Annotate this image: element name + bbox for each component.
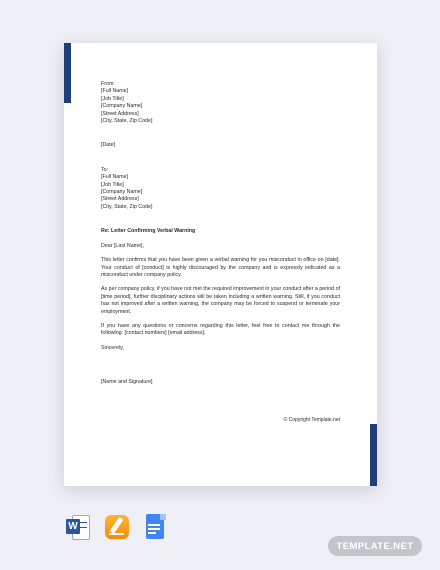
body-paragraph-2: As per company policy, if you have not met the required improvement in your conduct after a period of [time period], further disciplinary actions will be taken including a written warning. Still, if you conduct has not improved after a written warning, the company may be forced to suspend or terminate your employment. (101, 286, 340, 315)
accent-bar-top (64, 43, 71, 103)
body-paragraph-3: If you have any questions or concerns regarding this letter, feel free to contact me through the following: [contact numbers] [email address]. (101, 322, 340, 337)
letter-content (101, 81, 340, 424)
letter-page (64, 43, 377, 486)
sender-company: [Company Name] (101, 103, 143, 110)
recipient-street: [Street Address] (101, 196, 139, 203)
template-net-badge[interactable]: TEMPLATE.NET (328, 536, 422, 556)
sender-city: [City, State, Zip Code] (101, 118, 153, 125)
sender-title: [Job Title] (101, 95, 124, 102)
google-docs-icon[interactable] (144, 514, 166, 540)
closing: Sincerely, (101, 344, 124, 351)
from-label: From: (101, 81, 115, 87)
app-icons (66, 514, 166, 540)
sender-name: [Full Name] (101, 88, 129, 95)
recipient-city: [City, State, Zip Code] (101, 203, 153, 210)
recipient-title: [Job Title] (101, 181, 124, 188)
sender-street: [Street Address] (101, 110, 139, 117)
accent-bar-bottom (370, 424, 377, 486)
word-glyph: W (66, 519, 80, 534)
signature-line: [Name and Signature] (101, 379, 153, 386)
copyright-text: © Copyright Template.net (283, 416, 340, 423)
subject-line: Re: Letter Confirming Verbal Warning (101, 228, 196, 235)
letter-date: [Date] (101, 142, 116, 149)
body-paragraph-1: This letter confirms that you have been given a verbal warning for you misconduct in office on [date]. Your conduct of [conduct] is highly discouraged by the company and is expressly indicated as a misconduct under company policy. (101, 257, 340, 278)
to-label: To: (101, 166, 109, 173)
word-icon[interactable] (66, 514, 88, 540)
recipient-company: [Company Name] (101, 189, 143, 196)
recipient-name: [Full Name] (101, 174, 129, 181)
salutation: Dear [Last Name], (101, 242, 144, 249)
pages-icon[interactable] (105, 514, 127, 540)
